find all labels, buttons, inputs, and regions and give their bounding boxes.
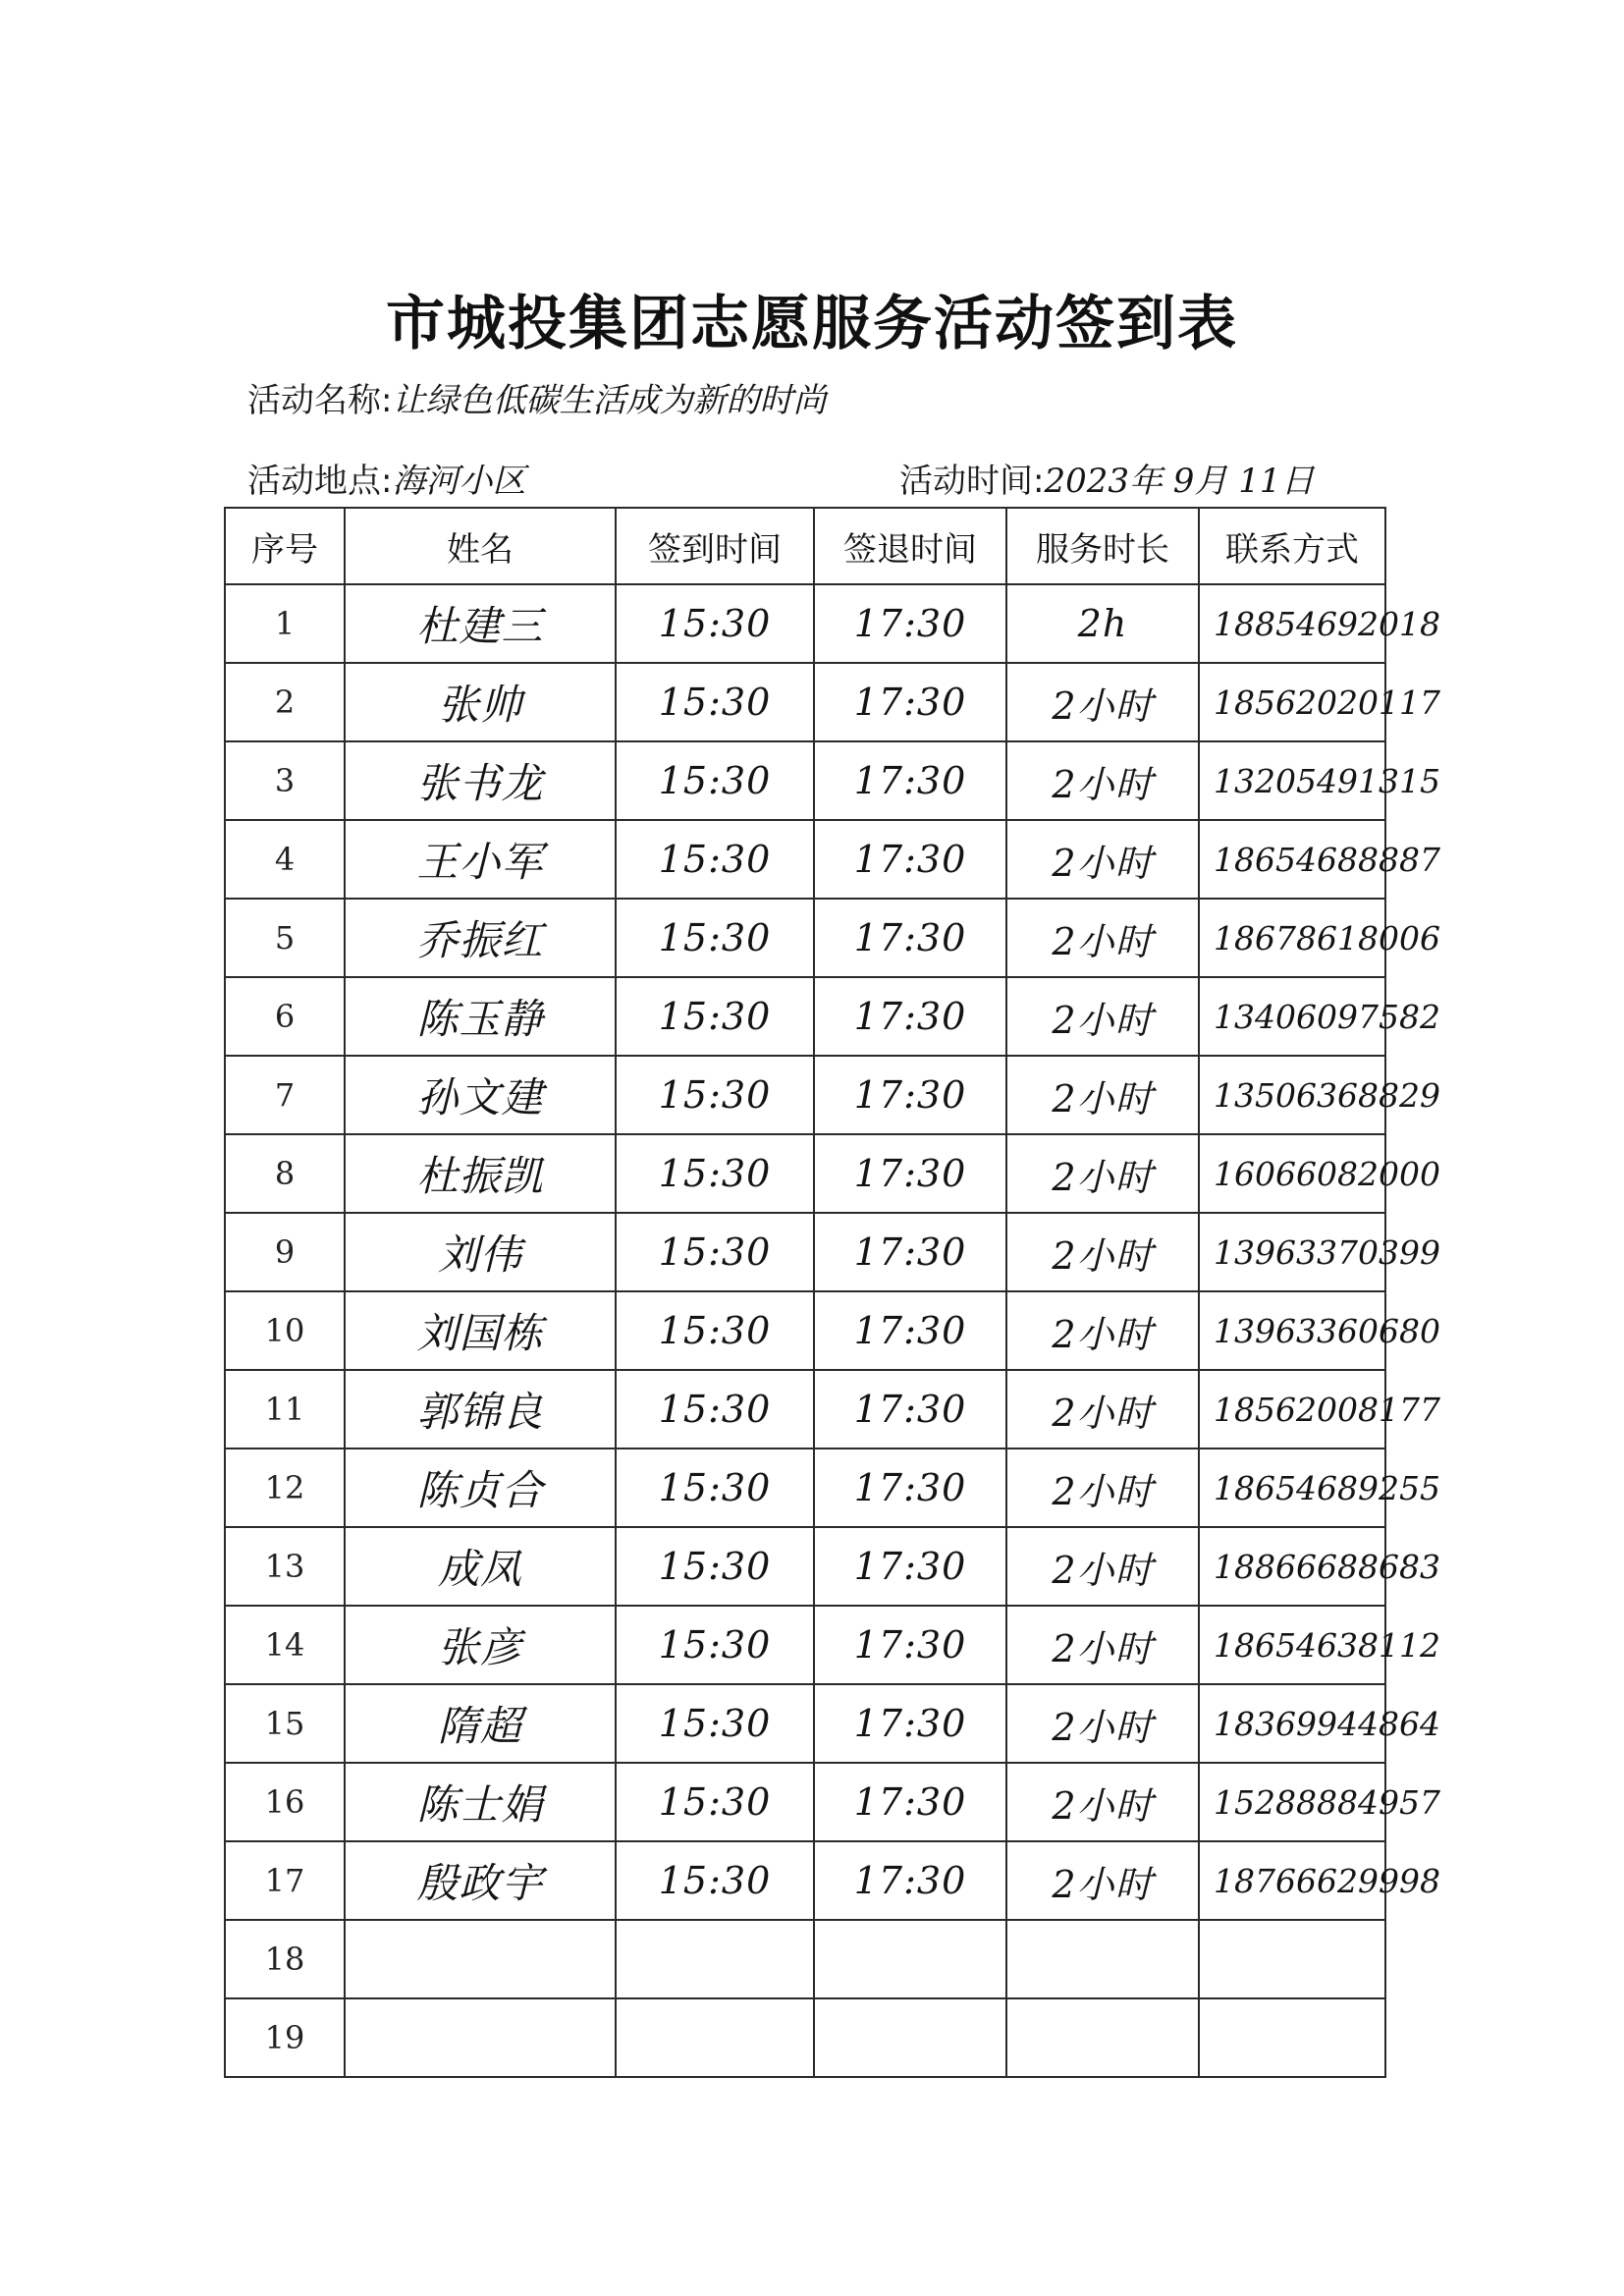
row-number: 17 (225, 1841, 345, 1920)
sign-in-time: 15:30 (616, 584, 814, 663)
row-number: 1 (225, 584, 345, 663)
contact-phone: 13963360680 (1199, 1291, 1385, 1370)
sign-out-time: 17:30 (814, 1841, 1006, 1920)
volunteer-name: 张彦 (345, 1606, 616, 1684)
row-number: 11 (225, 1370, 345, 1449)
sign-out-time: 17:30 (814, 1527, 1006, 1606)
sign-out-time: 17:30 (814, 1134, 1006, 1213)
sign-out-time: 17:30 (814, 584, 1006, 663)
table-row (225, 1998, 1385, 2077)
row-number: 19 (225, 1998, 345, 2077)
service-duration: 2小时 (1006, 1449, 1199, 1527)
sign-out-time: 17:30 (814, 1213, 1006, 1291)
table-row (225, 1134, 1385, 1213)
table-body (225, 584, 1440, 2077)
contact-phone: 15288884957 (1199, 1763, 1385, 1841)
service-duration: 2小时 (1006, 899, 1199, 977)
sign-in-time: 15:30 (616, 1449, 814, 1527)
service-duration: 2小时 (1006, 1606, 1199, 1684)
activity-name-label: 活动名称: (247, 381, 393, 420)
service-duration: 2h (1006, 584, 1199, 663)
activity-time-line (899, 454, 1315, 502)
activity-place-value: 海河小区 (392, 462, 526, 501)
volunteer-name: 刘伟 (345, 1213, 616, 1291)
sign-in-time: 15:30 (616, 741, 814, 820)
sign-in-time: 15:30 (616, 1527, 814, 1606)
service-duration: 2小时 (1006, 1370, 1199, 1449)
sign-in-time: 15:30 (616, 663, 814, 741)
table-row (225, 820, 1385, 899)
volunteer-name: 陈贞合 (345, 1449, 616, 1527)
sign-in-time: 15:30 (616, 977, 814, 1056)
table-row (225, 1763, 1385, 1841)
sign-out-time (814, 1998, 1006, 2077)
activity-name-line (247, 373, 826, 421)
header-number: 序号 (225, 508, 345, 584)
service-duration: 2小时 (1006, 1134, 1199, 1213)
contact-phone: 18854692018 (1199, 584, 1385, 663)
sign-out-time: 17:30 (814, 977, 1006, 1056)
header-sign-out-time: 签退时间 (814, 508, 1006, 584)
contact-phone (1199, 1920, 1385, 1998)
sign-in-time: 15:30 (616, 1134, 814, 1213)
row-number: 8 (225, 1134, 345, 1213)
sign-in-time: 15:30 (616, 1763, 814, 1841)
service-duration: 2小时 (1006, 1763, 1199, 1841)
row-number: 14 (225, 1606, 345, 1684)
service-duration: 2小时 (1006, 1213, 1199, 1291)
sign-out-time: 17:30 (814, 1606, 1006, 1684)
sign-out-time: 17:30 (814, 663, 1006, 741)
table-row (225, 1056, 1385, 1134)
sign-in-time: 15:30 (616, 1606, 814, 1684)
row-number: 9 (225, 1213, 345, 1291)
service-duration (1006, 1920, 1199, 1998)
row-number: 16 (225, 1763, 345, 1841)
sign-out-time: 17:30 (814, 899, 1006, 977)
activity-place-label: 活动地点: (247, 462, 393, 501)
table-row (225, 899, 1385, 977)
activity-name-value: 让绿色低碳生活成为新的时尚 (392, 381, 827, 420)
row-number: 3 (225, 741, 345, 820)
volunteer-name: 殷政宇 (345, 1841, 616, 1920)
table-row (225, 1213, 1385, 1291)
volunteer-name: 王小军 (345, 820, 616, 899)
header-name: 姓名 (345, 508, 616, 584)
volunteer-name: 乔振红 (345, 899, 616, 977)
volunteer-name: 隋超 (345, 1684, 616, 1763)
sign-in-time: 15:30 (616, 899, 814, 977)
header-service-duration: 服务时长 (1006, 508, 1199, 584)
row-number: 7 (225, 1056, 345, 1134)
service-duration: 2小时 (1006, 1056, 1199, 1134)
contact-phone: 13406097582 (1199, 977, 1385, 1056)
sign-in-time: 15:30 (616, 1684, 814, 1763)
volunteer-name: 陈玉静 (345, 977, 616, 1056)
service-duration: 2小时 (1006, 741, 1199, 820)
sign-in-time (616, 1920, 814, 1998)
service-duration: 2小时 (1006, 977, 1199, 1056)
table-row (225, 584, 1385, 663)
volunteer-name: 孙文建 (345, 1056, 616, 1134)
activity-time-label: 活动时间: (899, 462, 1045, 501)
table-row (225, 1920, 1385, 1998)
volunteer-name: 陈士娟 (345, 1763, 616, 1841)
activity-place-line (247, 454, 525, 502)
contact-phone: 18678618006 (1199, 899, 1385, 977)
row-number: 4 (225, 820, 345, 899)
contact-phone: 18562008177 (1199, 1370, 1385, 1449)
sign-out-time: 17:30 (814, 1056, 1006, 1134)
table-row (225, 1841, 1385, 1920)
page-title: 市城投集团志愿服务活动签到表 (386, 290, 1238, 358)
contact-phone: 18766629998 (1199, 1841, 1385, 1920)
sign-out-time: 17:30 (814, 1684, 1006, 1763)
sign-out-time: 17:30 (814, 1763, 1006, 1841)
contact-phone: 18866688683 (1199, 1527, 1385, 1606)
volunteer-name: 杜建三 (345, 584, 616, 663)
contact-phone: 18654689255 (1199, 1449, 1385, 1527)
volunteer-name: 郭锦良 (345, 1370, 616, 1449)
row-number: 2 (225, 663, 345, 741)
row-number: 5 (225, 899, 345, 977)
table-row (225, 1370, 1385, 1449)
service-duration: 2小时 (1006, 663, 1199, 741)
volunteer-name: 成凤 (345, 1527, 616, 1606)
row-number: 18 (225, 1920, 345, 1998)
contact-phone: 18654688887 (1199, 820, 1385, 899)
row-number: 12 (225, 1449, 345, 1527)
sign-in-time: 15:30 (616, 820, 814, 899)
row-number: 10 (225, 1291, 345, 1370)
service-duration: 2小时 (1006, 820, 1199, 899)
volunteer-name: 刘国栋 (345, 1291, 616, 1370)
service-duration (1006, 1998, 1199, 2077)
sign-out-time: 17:30 (814, 1291, 1006, 1370)
contact-phone: 13963370399 (1199, 1213, 1385, 1291)
contact-phone (1199, 1998, 1385, 2077)
header-contact: 联系方式 (1199, 508, 1385, 584)
volunteer-name (345, 1920, 616, 1998)
volunteer-name: 杜振凯 (345, 1134, 616, 1213)
table-row (225, 1606, 1385, 1684)
sign-in-time: 15:30 (616, 1056, 814, 1134)
contact-phone: 18369944864 (1199, 1684, 1385, 1763)
row-number: 6 (225, 977, 345, 1056)
volunteer-name (345, 1998, 616, 2077)
activity-time-value: 2023年 9月 11日 (1044, 462, 1315, 501)
sign-in-time: 15:30 (616, 1291, 814, 1370)
contact-phone: 16066082000 (1199, 1134, 1385, 1213)
sign-out-time: 17:30 (814, 820, 1006, 899)
service-duration: 2小时 (1006, 1841, 1199, 1920)
sign-in-time (616, 1998, 814, 2077)
sign-in-time: 15:30 (616, 1841, 814, 1920)
table-row (225, 1291, 1385, 1370)
sign-out-time (814, 1920, 1006, 1998)
table-row (225, 1449, 1385, 1527)
contact-phone: 13205491315 (1199, 741, 1385, 820)
service-duration: 2小时 (1006, 1291, 1199, 1370)
volunteer-name: 张帅 (345, 663, 616, 741)
table-row (225, 663, 1385, 741)
contact-phone: 18562020117 (1199, 663, 1385, 741)
service-duration: 2小时 (1006, 1684, 1199, 1763)
sign-in-table (224, 507, 1440, 2078)
sign-out-time: 17:30 (814, 1449, 1006, 1527)
volunteer-name: 张书龙 (345, 741, 616, 820)
row-number: 15 (225, 1684, 345, 1763)
contact-phone: 13506368829 (1199, 1056, 1385, 1134)
table-row (225, 977, 1385, 1056)
sign-in-time: 15:30 (616, 1213, 814, 1291)
sign-out-time: 17:30 (814, 741, 1006, 820)
table-row (225, 741, 1385, 820)
contact-phone: 18654638112 (1199, 1606, 1385, 1684)
sign-in-time: 15:30 (616, 1370, 814, 1449)
table-header-row (225, 508, 1385, 584)
row-number: 13 (225, 1527, 345, 1606)
table-row (225, 1684, 1385, 1763)
sign-out-time: 17:30 (814, 1370, 1006, 1449)
table-row (225, 1527, 1385, 1606)
header-sign-in-time: 签到时间 (616, 508, 814, 584)
service-duration: 2小时 (1006, 1527, 1199, 1606)
